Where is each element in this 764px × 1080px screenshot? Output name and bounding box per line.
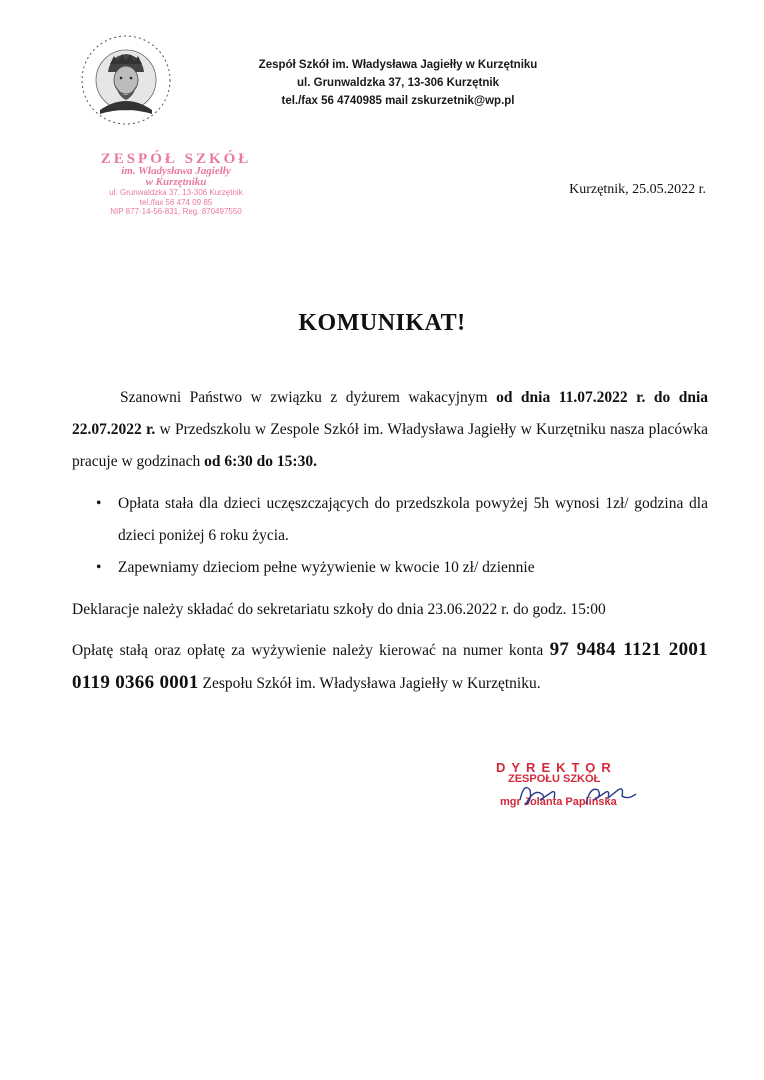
intro-paragraph <box>72 382 708 478</box>
school-stamp <box>86 152 266 217</box>
school-address: ul. Grunwaldzka 37, 13-306 Kurzętnik <box>297 77 499 89</box>
signature-title: DYREKTOR <box>496 760 617 775</box>
payment-text-1: Opłatę stałą oraz opłatę za wyżywienie należy kierować na numer konta <box>72 642 550 659</box>
handwritten-signature <box>490 760 640 820</box>
list-item-text: Opłata stała dla dzieci uczęszczających do przedszkola powyżej 5h wynosi 1zł/ godzina dla dzieci poniżej 6 roku życia. <box>118 495 708 544</box>
letterhead <box>248 56 548 110</box>
intro-text-2: w Przedszkolu w Zespole Szkół im. Władysława Jagiełły w Kurzętniku nasza placówka pracuje w godzinach <box>72 421 708 470</box>
bank-account-number: 97 9484 1121 2001 0119 0366 0001 <box>72 639 708 693</box>
intro-dates: od dnia 11.07.2022 r. do dnia 22.07.2022 r. <box>72 389 709 438</box>
stamp-line-4: ul. Grunwaldzka 37, 13-306 Kurzętnik <box>109 188 243 197</box>
stamp-line-3: w Kurzętniku <box>145 176 207 188</box>
declaration-paragraph: Deklaracje należy składać do sekretariatu szkoły do dnia 23.06.2022 r. do godz. 15:00 <box>72 601 606 618</box>
school-seal-logo <box>80 34 172 126</box>
list-item <box>72 488 708 552</box>
date-line: Kurzętnik, 25.05.2022 r. <box>569 182 706 197</box>
bullet-icon: • <box>96 495 102 512</box>
payment-text-2: Zespołu Szkół im. Władysława Jagiełły w Kurzętniku. <box>198 675 541 692</box>
payment-paragraph <box>72 634 708 700</box>
school-contact: tel./fax 56 4740985 mail zskurzetnik@wp.pl <box>281 95 515 107</box>
director-signature-stamp <box>490 760 640 820</box>
stamp-line-6: NIP 877-14-56-831, Reg. 870497550 <box>110 207 242 216</box>
signature-name: mgr Jolanta Paplińska <box>500 796 617 808</box>
list-item-text: Zapewniamy dzieciom pełne wyżywienie w kwocie 10 zł/ dziennie <box>118 559 535 576</box>
school-name: Zespół Szkół im. Władysława Jagiełły w Kurzętniku <box>258 59 538 71</box>
intro-hours: od 6:30 do 15:30. <box>204 453 317 470</box>
signature-subtitle: ZESPOŁU SZKÓŁ <box>508 773 601 785</box>
info-list <box>72 488 708 584</box>
stamp-line-5: tel./fax 56 474 09 85 <box>139 197 213 207</box>
intro-text-1: Szanowni Państwo w związku z dyżurem wakacyjnym <box>120 389 497 406</box>
bullet-icon: • <box>96 559 102 576</box>
stamp-line-1: ZESPÓŁ SZKÓŁ <box>100 151 252 167</box>
list-item <box>72 552 708 584</box>
page-title: KOMUNIKAT! <box>298 310 466 336</box>
stamp-line-2: im. Władysława Jagiełły <box>121 165 231 177</box>
